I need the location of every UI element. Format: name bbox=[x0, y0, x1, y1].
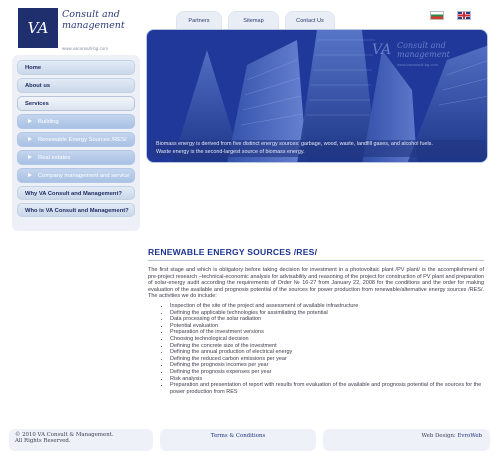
footer-credits bbox=[323, 429, 490, 451]
list-item: • Risk analysis bbox=[170, 376, 484, 383]
sidebar-subitem-label: Building bbox=[38, 119, 59, 125]
top-navigation bbox=[176, 11, 335, 31]
sidebar-subitem-label: Renewable Energy Sources /RES/ bbox=[38, 137, 127, 143]
tab-contact-us[interactable]: Contact Us bbox=[285, 11, 335, 31]
list-item: • Preparation of the investment versions bbox=[170, 329, 484, 336]
main-content bbox=[148, 247, 484, 395]
banner-caption-line2: Waste energy is the second-largest source of biomass energy. bbox=[156, 148, 305, 155]
list-item: • Defining the prognosis expenses per year bbox=[170, 369, 484, 376]
web-design-label: Web Design: bbox=[421, 433, 458, 439]
logo-line2: management bbox=[62, 19, 125, 31]
banner-watermark-mark: VA bbox=[372, 42, 392, 58]
evroweb-link[interactable]: EvroWeb bbox=[457, 433, 482, 439]
sidebar-item-about-us[interactable]: About us bbox=[17, 78, 135, 93]
list-item: • Defining the concrete size of the investment bbox=[170, 343, 484, 350]
tab-partners[interactable]: Partners bbox=[176, 11, 222, 31]
list-item: • Preparation and presentation of report with results from evaluation of the available and prognosis potential of the sources for the power production from RES bbox=[170, 382, 484, 395]
site-logo[interactable] bbox=[18, 8, 136, 52]
banner-watermark-url: www.vaconsult-bg.com bbox=[397, 62, 438, 67]
sidebar-item-who-is-va[interactable]: Who is VA Consult and Management? bbox=[17, 203, 135, 217]
bulgarian-flag-icon[interactable] bbox=[430, 11, 444, 20]
sidebar-subitem-company-management[interactable] bbox=[17, 168, 135, 183]
sidebar-item-home[interactable]: Home bbox=[17, 60, 135, 75]
hero-banner bbox=[146, 29, 488, 163]
logo-url: www.vaconsult-bg.com bbox=[62, 46, 109, 51]
footer-terms bbox=[160, 429, 316, 451]
tab-sitemap[interactable]: Sitemap bbox=[228, 11, 279, 31]
list-item: • Defining the applicable technologies for assimilating the potential bbox=[170, 310, 484, 317]
sidebar-subitem-real-estates[interactable] bbox=[17, 150, 135, 165]
sidebar-item-why-va[interactable]: Why VA Consult and Management? bbox=[17, 186, 135, 200]
arrow-right-icon bbox=[28, 137, 32, 141]
copyright-line1: © 2010 VA Consult & Management. bbox=[15, 432, 114, 438]
banner-caption-line1: Biomass energy is derived from five distinct energy sources: garbage, wood, waste, landfill gases, and alcohol fuels. bbox=[156, 141, 433, 147]
sidebar-item-services[interactable]: Services bbox=[17, 96, 135, 111]
logo-mark: VA bbox=[18, 8, 58, 48]
english-flag-icon[interactable] bbox=[457, 11, 471, 20]
terms-link[interactable]: Terms & Conditions bbox=[210, 433, 266, 439]
logo-wordmark bbox=[62, 10, 125, 31]
list-item: • Choosing technological decision bbox=[170, 336, 484, 343]
sidebar-subitem-label: Real estates bbox=[38, 155, 71, 161]
list-item: • Potential evaluation bbox=[170, 323, 484, 330]
list-item: • Defining the prognosis incomes per year bbox=[170, 362, 484, 369]
list-item: • Defining the reduced carbon emissions per year bbox=[170, 356, 484, 363]
list-item: • Data processing of the solar radiation bbox=[170, 316, 484, 323]
copyright-line2: All Rights Reserved. bbox=[15, 438, 71, 445]
banner-caption bbox=[153, 140, 485, 157]
banner-watermark-line1: Consult and bbox=[397, 41, 446, 50]
arrow-right-icon bbox=[28, 173, 32, 177]
list-item: • Defining the annual production of electrical energy bbox=[170, 349, 484, 356]
sidebar-subitem-renewable-energy[interactable] bbox=[17, 132, 135, 147]
activities-list bbox=[148, 303, 484, 395]
sidebar-menu bbox=[12, 55, 140, 231]
intro-paragraph: The first stage and which is obligatory before taking decision for investment in a photovoltaic plant /PV plant/ is the accomplishment of pre-project research –technical-economic analysis for advisability and reasoning of the project for construction of PV plant and preparation of solar-energy audit according the requirements of Order № 16-27 from January 22, 2008 for the conditions and the order for making evaluation of the available and prognosis potential of the sources for power production from renewable/alternative energy sources /RES/. The activities we do include: bbox=[148, 267, 484, 300]
footer-copyright bbox=[9, 429, 153, 451]
page-title: RENEWABLE ENERGY SOURCES /RES/ bbox=[148, 247, 318, 257]
arrow-right-icon bbox=[28, 155, 32, 159]
title-divider bbox=[148, 260, 484, 261]
sidebar-subitem-building[interactable] bbox=[17, 114, 135, 129]
sidebar-subitem-label: Company management and service bbox=[38, 173, 130, 179]
arrow-right-icon bbox=[28, 119, 32, 123]
list-item: • Inspection of the site of the project and assessment of available infrastructure bbox=[170, 303, 484, 310]
banner-watermark-line2: management bbox=[397, 50, 450, 59]
logo-line1: Consult and bbox=[62, 9, 120, 20]
